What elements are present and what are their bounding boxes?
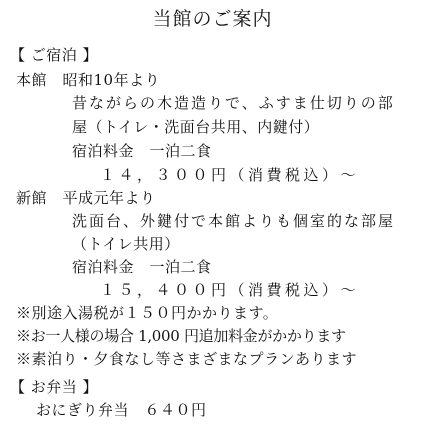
bento-item: おにぎり弁当 ６４０円 xyxy=(36,401,207,419)
note-plans: ※素泊り・夕食なし等さまざまなプランあります xyxy=(16,350,358,368)
shinkan-plan: 宿泊料金 一泊二食 xyxy=(72,258,212,276)
shinkan-price: １５，４００円（消費税込）～ xyxy=(100,281,360,299)
honkan-description-line1: 昔ながらの木造造りで、ふすま仕切りの部 xyxy=(72,94,395,112)
honkan-price: １４，３００円（消費税込）～ xyxy=(100,166,360,184)
section-heading-stay: 【 ご宿泊 】 xyxy=(10,46,99,64)
honkan-name: 本館 昭和10年より xyxy=(16,71,161,89)
honkan-description-line2: 屋（トイレ・洗面台共用、内鍵付） xyxy=(72,118,320,136)
shinkan-name: 新館 平成元年より xyxy=(16,189,156,207)
shinkan-description-line1: 洗面台、外鍵付で本館よりも個室的な部屋 xyxy=(72,212,396,230)
note-bath-tax: ※別途入湯税が１５０円かかります。 xyxy=(16,304,279,322)
shinkan-description-line2: （トイレ共用） xyxy=(72,235,180,253)
section-heading-bento: 【 お弁当 】 xyxy=(10,378,99,396)
page-title: 当館のご案内 xyxy=(152,8,273,30)
note-single-surcharge: ※お一人様の場合 1,000 円追加料金がかかります xyxy=(16,327,346,345)
honkan-plan: 宿泊料金 一泊二食 xyxy=(72,142,212,160)
